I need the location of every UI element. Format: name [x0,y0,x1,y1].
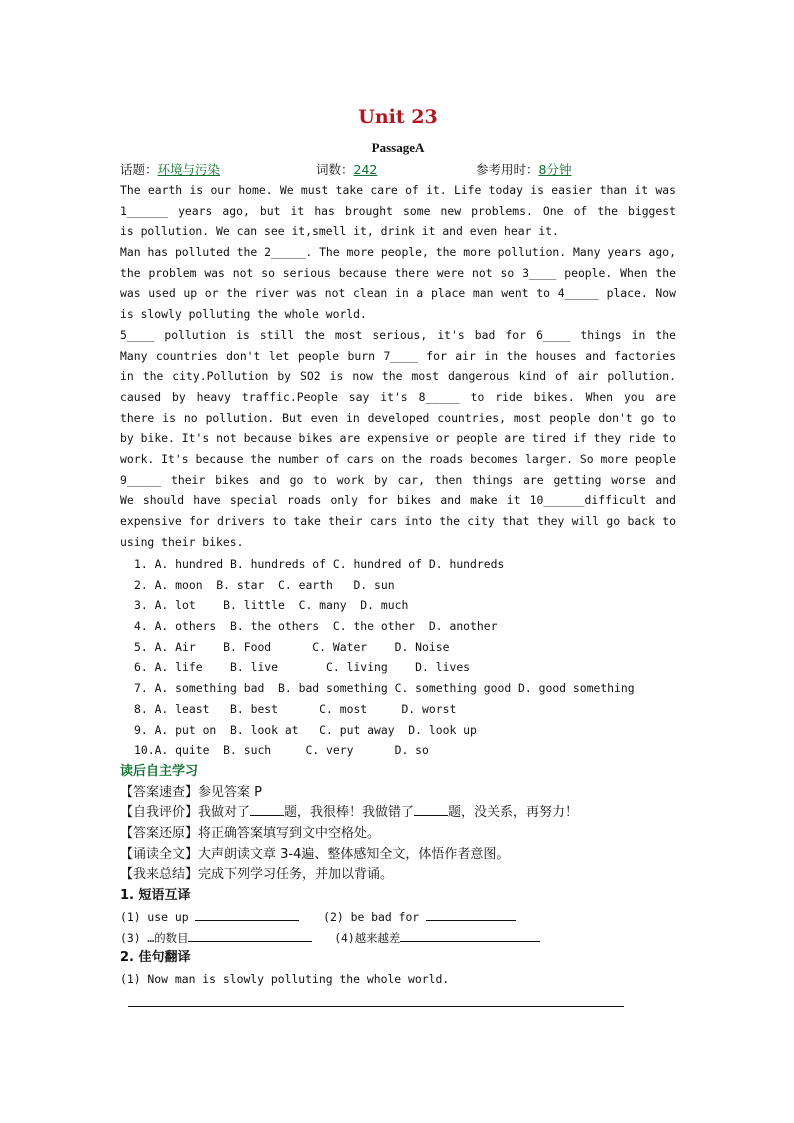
option-row: 10.A. quite B. such C. very D. so [134,743,429,758]
phrase-item: (3) …的数目 [120,930,189,945]
passage-line: Man has polluted the 2_____. The more people, the more pollution. Many years ago, [120,245,676,260]
self-study-heading: 读后自主学习 [120,764,199,779]
option-row: 4. A. others B. the others C. the other D. another [134,619,498,634]
passage-line: the problem was not so serious because there were not so 3____ people. When the [120,265,676,280]
option-row: 5. A. Air B. Food C. Water D. Noise [134,639,450,654]
option-row: 1. A. hundred B. hundreds of C. hundred of D. hundreds [134,557,505,571]
topic-meta [120,160,220,178]
topic-label: 话题： [120,162,158,177]
answer-options [134,554,674,761]
self-evaluation [120,803,676,824]
time-meta [476,160,571,178]
passage-line: in the city.Pollution by SO2 is now the most dangerous kind of air pollution. [120,369,676,384]
self-study-section [120,762,676,990]
summary-instruction: 【我来总结】完成下列学习任务，并加以背诵。 [120,867,394,883]
answer-check: 【答案速查】参见答案 P [120,784,262,800]
correct-count-blank[interactable] [250,803,284,816]
sentence-translation-heading: 2. 佳句翻译 [120,950,191,966]
translation-answer-line[interactable] [128,1006,624,1007]
passage-line: We should have special roads only for bikes and make it 10______difficult and [120,493,676,508]
passage-line: by bike. It's not because bikes are expensive or people are tired if they ride to [120,431,676,446]
phrase-blank[interactable] [195,908,299,921]
option-row: 3. A. lot B. little C. many D. much [134,598,409,613]
phrase-item: (2) be bad for [323,909,420,924]
passage-name: PassageA [371,140,425,155]
passage-line: 9_____ their bikes and go to work by car, then things are getting worse and [120,472,676,487]
passage-line: is pollution. We can see it,smell it, drink it and even hear it. [120,224,559,239]
passage-line: was used up or the river was not clean in a place man went to 4_____ place. Now [120,286,676,301]
passage-text [120,180,676,552]
self-eval-text: 题，没关系，再努力！ [448,805,579,821]
passage-line: The earth is our home. We must take care of it. Life today is easier than it was [120,183,676,197]
time-label: 参考用时： [476,162,539,177]
option-row: 7. A. something bad B. bad something C. something good D. good something [134,681,635,696]
passage-line: using their bikes. [120,534,244,549]
meta-row [120,160,676,180]
wrong-count-blank[interactable] [414,803,448,816]
phrase-row [120,928,676,949]
topic-value: 环境与污染 [157,162,221,177]
option-row: 6. A. life B. live C. living D. lives [134,660,471,675]
self-eval-text: 【自我评价】我做对了 [120,805,251,821]
phrase-blank[interactable] [400,929,540,942]
sentence-item: (1) Now man is slowly polluting the whole world. [120,971,450,986]
recite-instruction: 【诵读全文】大声朗读文章 3-4遍、整体感知全文，体悟作者意图。 [120,846,510,862]
passage-line: there is no pollution. But even in developed countries, most people don't go to [120,410,676,425]
phrase-translation-heading: 1. 短语互译 [120,888,191,904]
time-value: 8分钟 [538,162,572,177]
words-value: 242 [353,162,378,177]
passage-line: expensive for drivers to take their cars into the city that they will go back to [120,514,676,528]
option-row: 8. A. least B. best C. most D. worst [134,701,457,716]
phrase-row [120,907,676,928]
passage-line: 1______ years ago, but it has brought some new problems. One of the biggest [120,203,676,218]
self-eval-text: 题，我很棒！我做错了 [284,805,415,821]
unit-title: Unit 23 [358,106,438,128]
phrase-item: (1) use up [120,909,189,924]
passage-line: is slowly polluting the whole world. [120,307,367,322]
passage-line: Many countries don't let people burn 7____ for air in the houses and factories [120,348,676,363]
option-row: 9. A. put on B. look at C. put away D. look up [134,722,477,737]
option-row: 2. A. moon B. star C. earth D. sun [134,577,395,592]
passage-line: work. It's because the number of cars on the roads becomes larger. So more people [120,451,676,466]
passage-line: caused by heavy traffic.People say it's 8_____ to ride bikes. When you are [120,389,676,404]
phrase-blank[interactable] [426,908,516,921]
passage-line: 5____ pollution is still the most serious, it's bad for 6____ things in the [120,327,676,342]
phrase-item: (4)越来越差 [334,930,401,945]
phrase-blank[interactable] [188,929,312,942]
words-meta [316,160,377,178]
answer-restore: 【答案还原】将正确答案填写到文中空格处。 [120,826,381,842]
words-label: 词数： [316,162,354,177]
